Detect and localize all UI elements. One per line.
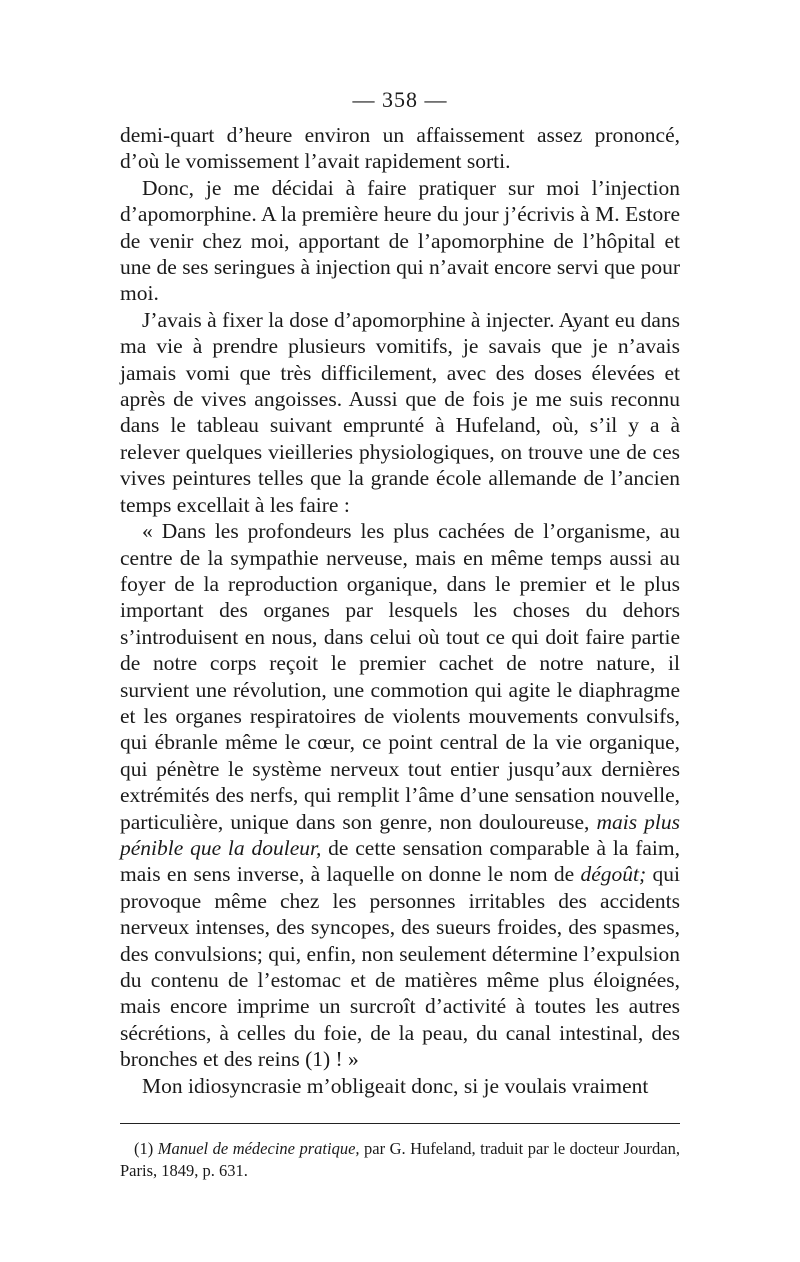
text-segment: Mon idiosyncrasie m’obligeait donc, si je voulais vraiment [142,1073,649,1098]
italic-segment: mais plus pénible que la douleur, [120,809,680,860]
footnote-separator [120,1123,680,1124]
paragraph-2 [120,175,680,307]
text-segment: « Dans les profondeurs les plus cachées de l’organisme, au centre de la sympathie nerveuse, mais en même temps aussi au foyer de la reproduction organique, dans le premier et le plus important des organes par lesquels les choses du dehors s’introduisent en nous, dans celui où tout ce qui doit faire partie de notre corps reçoit le premier cachet de notre nature, il survient une révolution, une commotion qui agite le diaphragme et les organes respiratoires de violents mouvements convulsifs, qui ébranle même le cœur, ce point central de la vie organique, qui pénètre le système nerveux tout entier jusqu’aux dernières extrémités des nerfs, qui remplit l’âme d’une sensation nouvelle, particulière, unique dans son genre, non douloureuse, [120,519,680,834]
footnote [120,1138,680,1182]
italic-segment: dégoût; [580,862,647,887]
book-page [120,86,680,1182]
text-segment: J’avais à fixer la dose d’apomorphine à injecter. Ayant eu dans ma vie à prendre plusieurs vomitifs, je savais que je n’avais jamais vomi que très difficilement, avec des doses élevées et après de vives angoisses. Aussi que de fois je me suis reconnu dans le tableau suivant emprunté à Hufeland, où, s’il y a à relever quelques vieilleries physiologiques, on trouve une de ces vives peintures telles que la grande école allemande de l’ancien temps excellait à les faire : [120,307,680,517]
body-text [120,122,680,1099]
footnote-marker: (1) [134,1139,158,1159]
paragraph-5 [120,1073,680,1099]
page-number: — 358 — [352,87,448,112]
text-segment: Donc, je me décidai à faire pratiquer sur moi l’injection d’apomorphine. A la première heure du jour j’écrivis à M. Estore de venir chez moi, apportant de l’apomorphine de l’hôpital et une de ses seringues à injection qui n’avait encore servi que pour moi. [120,175,680,306]
text-segment: qui provoque même chez les personnes irritables des accidents nerveux intenses, des syncopes, des sueurs froides, des spasmes, des convulsions; qui, enfin, non seulement détermine l’expulsion du contenu de l’estomac et de matières même plus éloignées, mais encore imprime un surcroît d’activité à toutes les autres sécrétions, à celles du foie, de la peau, du canal intestinal, des bronches et des reins (1) ! » [120,862,680,1072]
footnote-citation: par G. Hufeland, traduit par le docteur Jourdan, Paris, 1849, p. 631. [120,1139,680,1181]
paragraph-3 [120,307,680,518]
paragraph-4-quotation [120,518,680,1073]
text-segment: de cette sensation comparable à la faim, mais en sens inverse, à laquelle on donne le nom de [120,835,680,887]
text-segment: demi-quart d’heure environ un affaissement assez prononcé, d’où le vomissement l’avait rapidement sorti. [120,123,680,174]
footnote-book-title: Manuel de médecine pratique, [157,1139,360,1159]
paragraph-1 [120,122,680,175]
